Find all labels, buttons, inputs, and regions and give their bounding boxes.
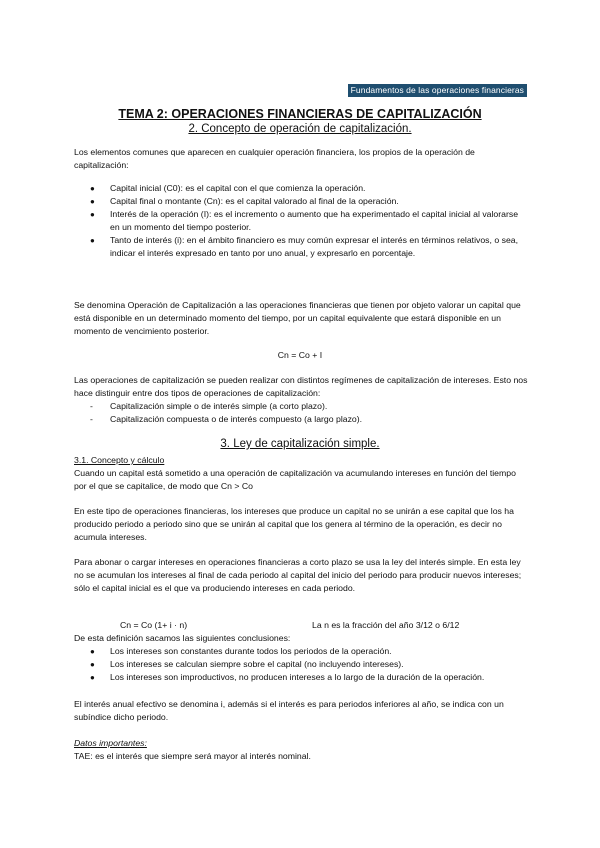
formula-simple-interest: Cn = Co (1+ i · n)	[120, 620, 188, 630]
bullet-icon: ●	[90, 197, 95, 206]
dash-icon: -	[90, 401, 93, 411]
element-item-rate: Tanto de interés (i): en el ámbito financiero es muy común expresar el interés en términos relativos, o sea, indicar el interés expresado en tanto por uno anual, y expresarlo en porcentaje.	[110, 235, 519, 258]
conclusions-intro: De esta definición sacamos las siguientes conclusiones:	[74, 633, 291, 643]
bullet-icon: ●	[90, 673, 95, 682]
regime-simple: Capitalización simple o de interés simple (a corto plazo).	[110, 401, 328, 411]
bullet-icon: ●	[90, 236, 95, 245]
element-item-c0: Capital inicial (C0): es el capital con el que comienza la operación.	[110, 183, 366, 193]
bullet-icon: ●	[90, 647, 95, 656]
element-item-interest: Interés de la operación (I): es el incremento o aumento que ha experimentado el capital inicial al valorarse en un momento del tiempo posterior.	[110, 209, 519, 232]
conclusion-item: Los intereses son improductivos, no producen intereses a lo largo de la duración de la operación.	[110, 672, 485, 682]
element-item-cn: Capital final o montante (Cn): es el capital valorado al final de la operación.	[110, 196, 399, 206]
conclusion-item: Los intereses son constantes durante todos los periodos de la operación.	[110, 646, 392, 656]
header-badge: Fundamentos de las operaciones financieras	[348, 84, 527, 97]
tae-paragraph: TAE: es el interés que siempre será mayor al interés nominal.	[74, 751, 311, 761]
paragraph-3-4: El interés anual efectivo se denomina i, además si el interés es para periodos inferiores al año, se indica con un subíndice dicho periodo.	[74, 699, 504, 722]
regimes-intro: Las operaciones de capitalización se pueden realizar con distintos regímenes de capitalización de intereses. Esto nos hace distinguir entre dos tipos de operaciones de capitalización:	[74, 375, 528, 398]
page-title: TEMA 2: OPERACIONES FINANCIERAS DE CAPITALIZACIÓN	[118, 107, 482, 121]
regime-compound: Capitalización compuesta o de interés compuesto (a largo plazo).	[110, 414, 363, 424]
bullet-icon: ●	[90, 210, 95, 219]
datos-importantes-heading: Datos importantes:	[74, 738, 147, 748]
paragraph-3-1: Cuando un capital está sometido a una operación de capitalización va acumulando intereses en función del tiempo por el que se capitalice, de modo que Cn > Co	[74, 468, 516, 491]
intro-paragraph: Los elementos comunes que aparecen en cualquier operación financiera, los propios de la operación de capitalización:	[74, 147, 475, 170]
formula-capitalization: Cn = Co + I	[277, 350, 323, 360]
definition-paragraph: Se denomina Operación de Capitalización a las operaciones financieras que tienen por objeto valorar un capital que está disponible en un determinado momento del tiempo, por un capital equivalente que estará disponible en un momento de vencimiento posterior.	[74, 300, 521, 336]
paragraph-3-2: En este tipo de operaciones financieras, los intereses que produce un capital no se unirán a ese capital que los ha producido periodo a periodo sino que se unirán al capital que los genera al término de la operación, es decir no acumula intereses.	[74, 506, 514, 542]
conclusion-item: Los intereses se calculan siempre sobre el capital (no incluyendo intereses).	[110, 659, 404, 669]
bullet-icon: ●	[90, 660, 95, 669]
bullet-icon: ●	[90, 184, 95, 193]
formula-note: La n es la fracción del año 3/12 o 6/12	[312, 620, 460, 630]
section-3-heading: 3. Ley de capitalización simple.	[220, 438, 380, 450]
dash-icon: -	[90, 414, 93, 424]
subsection-3-1-heading: 3.1. Concepto y cálculo	[74, 455, 165, 465]
section-2-heading: 2. Concepto de operación de capitalización.	[188, 123, 412, 135]
paragraph-3-3: Para abonar o cargar intereses en operaciones financieras a corto plazo se usa la ley del interés simple. En esta ley no se acumulan los intereses al final de cada periodo al capital del inicio del periodo para producir nuevos intereses; sólo el capital inicial es el que va produciendo intereses en cada periodo.	[74, 557, 522, 593]
